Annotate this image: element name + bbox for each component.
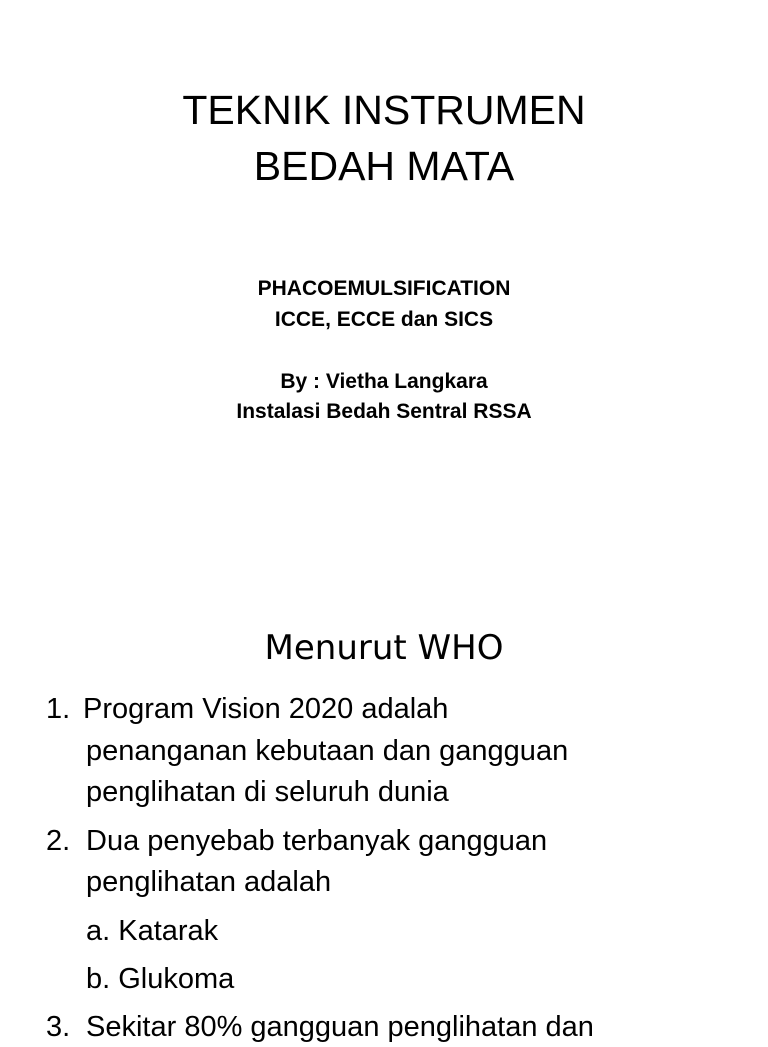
list-item-line: penglihatan adalah bbox=[86, 866, 332, 898]
list-item-line: Sekitar 80% gangguan penglihatan dan bbox=[86, 1011, 594, 1043]
sub-list-item: a. Katarak bbox=[86, 915, 219, 947]
list-item-line: Dua penyebab terbanyak gangguan bbox=[86, 825, 548, 857]
slide-heading: Menurut WHO bbox=[264, 628, 504, 668]
list-item-line: penglihatan di seluruh dunia bbox=[86, 776, 449, 808]
list-item-line: penanganan kebutaan dan gangguan bbox=[86, 735, 569, 767]
list-number: 2. bbox=[46, 825, 71, 857]
sub-list-item: b. Glukoma bbox=[86, 963, 235, 995]
list-number: 1. bbox=[46, 693, 71, 725]
slide-title-line-1: TEKNIK INSTRUMEN bbox=[182, 87, 586, 133]
subtitle-line-1: PHACOEMULSIFICATION bbox=[257, 277, 511, 300]
slide-title-line-2: BEDAH MATA bbox=[253, 143, 515, 189]
institution-line: Instalasi Bedah Sentral RSSA bbox=[236, 400, 532, 423]
author-line: By : Vietha Langkara bbox=[280, 370, 488, 393]
list-item-line: Program Vision 2020 adalah bbox=[83, 693, 449, 725]
subtitle-line-2: ICCE, ECCE dan SICS bbox=[274, 308, 494, 331]
list-number: 3. bbox=[46, 1011, 71, 1043]
who-slide bbox=[0, 576, 768, 1043]
